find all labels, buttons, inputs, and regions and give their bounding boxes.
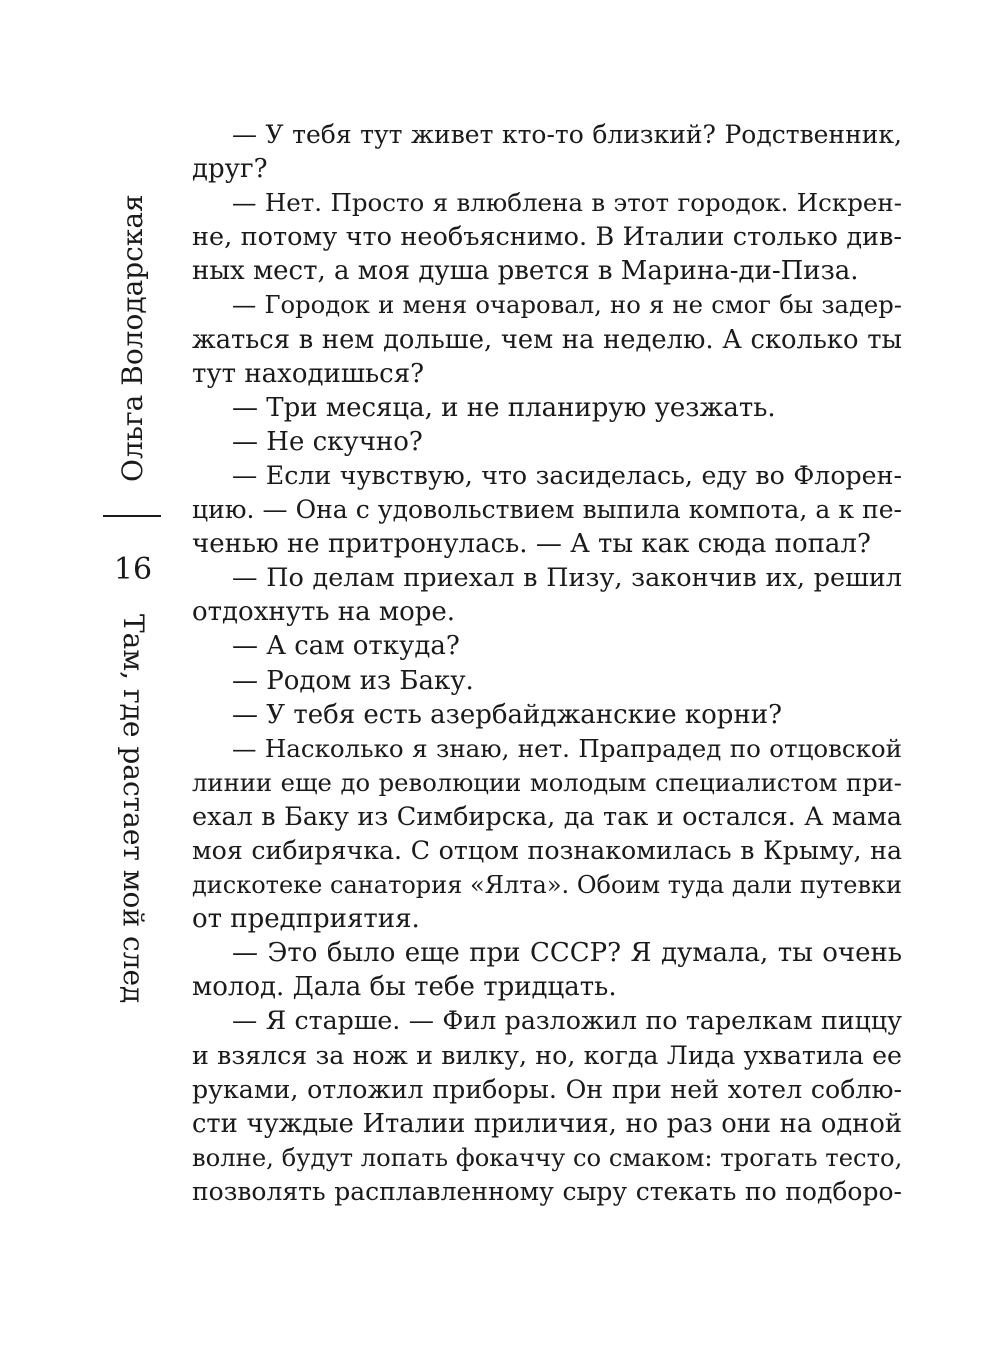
text-line: — Если чувствую, что засиделась, еду во Флорен- xyxy=(232,460,902,490)
text-line: сти чуждые Италии приличия, но раз они на одной xyxy=(192,1108,902,1139)
text-line: ехал в Баку из Симбирска, да так и остался. А мама xyxy=(192,801,902,832)
text-line: молод. Дала бы тебе тридцать. xyxy=(192,972,617,1003)
text-line: ных мест, а моя душа рвется в Марина-ди-Пиза. xyxy=(192,256,859,287)
text-line: от предприятия. xyxy=(192,904,420,935)
text-line: дискотеке санатория «Ялта». Обоим туда дали путевки xyxy=(192,871,902,900)
text-line: отдохнуть на море. xyxy=(192,597,456,628)
text-line: — Насколько я знаю, нет. Прапрадед по отцовской xyxy=(232,733,902,763)
text-line: друг? xyxy=(192,154,268,185)
page-number: 16 xyxy=(113,552,153,587)
text-line: позволять расплавленному сыру стекать по подборо- xyxy=(192,1176,902,1206)
text-line: — Родом из Баку. xyxy=(232,665,474,696)
text-line: — Городок и меня очаровал, но я не смог бы задер- xyxy=(232,290,902,320)
text-line: — Я старше. — Фил разложил по тарелкам пиццу xyxy=(232,1006,902,1036)
text-line: моя сибирячка. С отцом познакомилась в Крыму, на xyxy=(192,835,902,865)
text-line: жаться в нем дольше, чем на неделю. А сколько ты xyxy=(192,324,902,355)
margin-divider xyxy=(103,515,161,517)
text-line: не, потому что необъяснимо. В Италии столько див- xyxy=(192,222,902,253)
text-line: — Три месяца, и не планирую уезжать. xyxy=(232,392,776,423)
text-line: — У тебя есть азербайджанские корни? xyxy=(232,699,783,730)
text-line: линии еще до революции молодым специалистом при- xyxy=(192,767,902,797)
text-line: руками, отложил приборы. Он при ней хотел соблю- xyxy=(192,1074,902,1104)
running-head-book-title: Там, где растает мой след xyxy=(117,614,150,1004)
text-line: ченью не притронулась. — А ты как сюда попал? xyxy=(192,529,871,560)
body-text xyxy=(192,118,902,1209)
text-line: волне, будут лопать фокаччу со смаком: трогать тесто, xyxy=(192,1142,902,1172)
text-line: — Не скучно? xyxy=(232,426,423,457)
text-line: — У тебя тут живет кто-то близкий? Родственник, xyxy=(232,120,902,149)
text-line: цию. — Она с удовольствием выпила компота, а к пе- xyxy=(192,495,902,525)
text-line: — По делам приехал в Пизу, закончив их, решил xyxy=(232,563,902,594)
text-line: тут находишься? xyxy=(192,358,425,389)
text-line: — А сам откуда? xyxy=(232,631,460,662)
running-head-author: Ольга Володарская xyxy=(116,194,149,482)
text-line: — Это было еще при СССР? Я думала, ты очень xyxy=(232,938,902,969)
text-line: — Нет. Просто я влюблена в этот городок. Искрен- xyxy=(232,188,902,218)
text-line: и взялся за нож и вилку, но, когда Лида ухватила ее xyxy=(192,1040,902,1070)
